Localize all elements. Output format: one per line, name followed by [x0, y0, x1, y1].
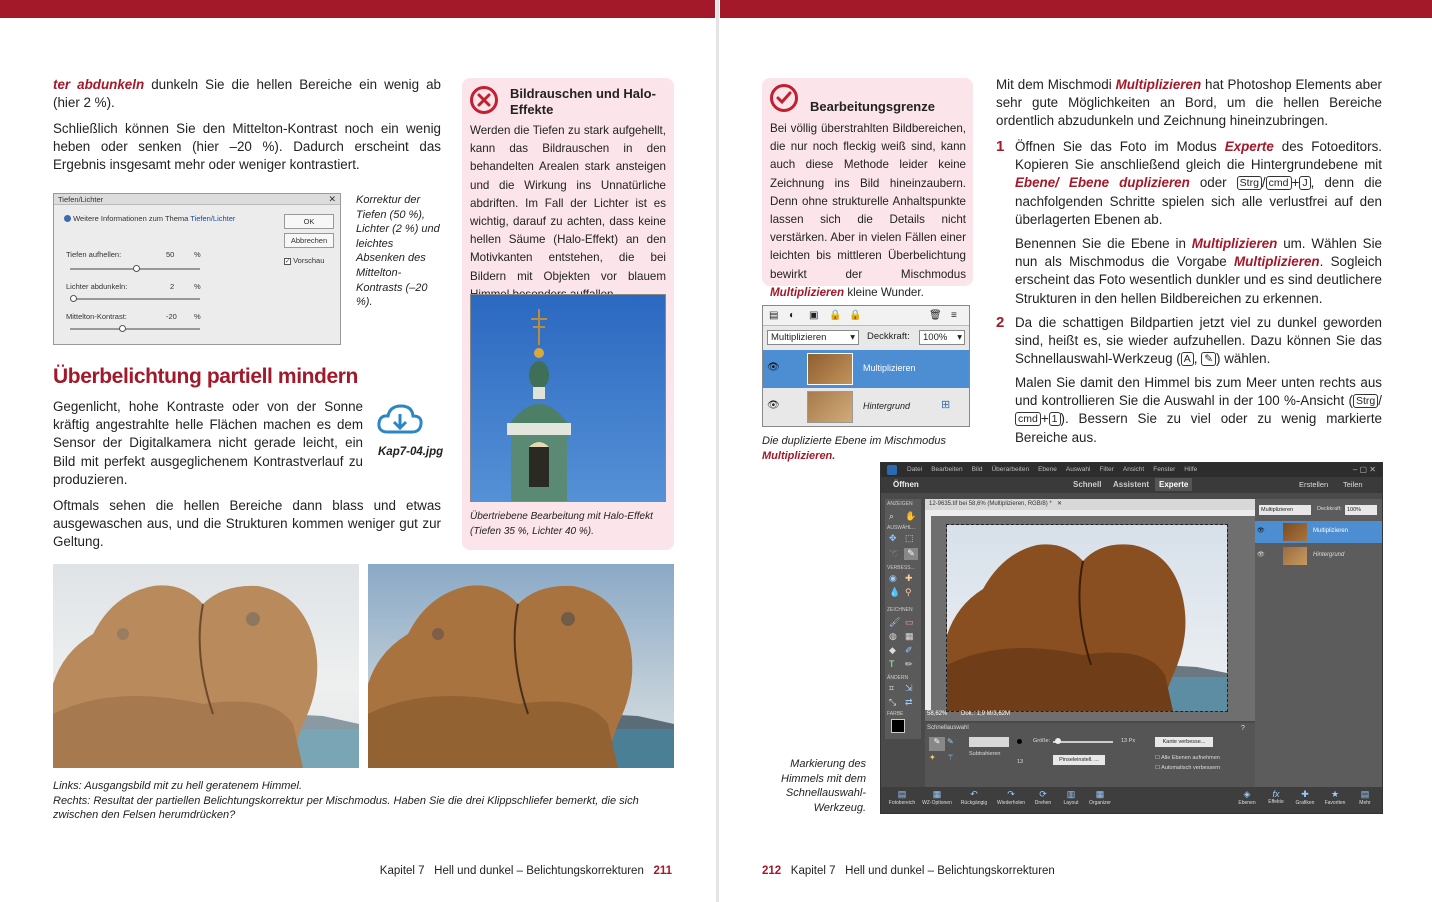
photo-bin-icon: ▤ — [897, 789, 907, 799]
rock-photo-after — [368, 564, 674, 768]
effects-label: Effekte — [1268, 799, 1284, 805]
document-tab[interactable] — [925, 499, 1255, 510]
pse-opacity-input[interactable] — [1345, 505, 1377, 515]
highlights-slider-thumb[interactable] — [70, 295, 77, 302]
hand-tool-icon[interactable]: ✋ — [905, 511, 917, 521]
slider-row — [66, 250, 206, 259]
organizer-label: Organizer — [1089, 800, 1111, 806]
auto-enhance-checkbox[interactable]: ☐ Automatisch verbessern — [1155, 765, 1221, 771]
opacity-input[interactable] — [919, 330, 965, 345]
brush-size-dot — [1017, 739, 1022, 744]
slider-label: Mittelton-Kontrast: — [66, 312, 127, 321]
text-tool-icon[interactable]: T — [889, 659, 895, 669]
undo-icon: ↶ — [970, 789, 978, 799]
step2p2-a: Malen Sie damit den Himmel bis zum Meer unten rechts aus und kontrollieren Sie die Auswahl in der 100 %-Ansicht ( — [1015, 375, 1382, 409]
organizer-button[interactable] — [1085, 789, 1115, 806]
left-footer — [380, 865, 672, 877]
menu-window[interactable]: Fenster — [1153, 466, 1176, 473]
document-area — [925, 499, 1255, 721]
step-number-2: 2 — [996, 314, 1005, 331]
right-footer — [762, 865, 1055, 877]
effects-icon: fx — [1272, 789, 1280, 799]
info-text: Weitere Informationen zum Thema — [73, 214, 189, 223]
layers-panel — [762, 305, 970, 427]
menu-layer[interactable]: Ebene — [1038, 466, 1057, 473]
warning-title: Bildrauschen und Halo-Effekte — [510, 86, 656, 117]
brush-select-icon[interactable]: ✎ — [947, 737, 954, 746]
opacity-label: Deckkraft: — [867, 331, 910, 342]
intro-paragraph-2: Schließlich können Sie den Mittelton-Kontrast noch ein wenig heben oder senken (hier –20 %). Dadurch erscheint das Ergebnis insgesamt mehr oder weniger kontrastiert. — [53, 121, 441, 173]
tool-group-label: ÄNDERN — [887, 675, 909, 681]
footer-chapter: Kapitel 7 — [790, 865, 836, 877]
highlights-slider-track[interactable] — [70, 298, 200, 300]
blur-tool-icon[interactable]: 💧 — [889, 587, 901, 597]
slider-unit: % — [194, 250, 201, 259]
error-icon — [470, 86, 498, 114]
warning-text: Werden die Tiefen zu stark aufgehellt, kann das Bildrauschen in den behandelten Arealen stark ansteigen und die Wirkung ins Unnatürliche abdriften. Im Fall der Lichter ist es wichtig, darauf zu achten, dass keine hellen Säume (Halo-Effekt) an den Motivkanten entstehen, die bei Bildern mit Objekten vor blauem — [470, 124, 666, 283]
checkmark-icon — [770, 84, 798, 112]
blend-mode-select[interactable] — [767, 330, 859, 345]
close-icon[interactable]: ✕ — [328, 194, 336, 204]
graphics-button[interactable] — [1291, 789, 1319, 806]
graphics-label: Grafiken — [1295, 800, 1315, 806]
all-layers-checkbox[interactable]: ☐ Alle Ebenen aufnehmen — [1155, 755, 1220, 761]
brush-tool-icon[interactable]: 🖌 — [889, 617, 901, 627]
brush-size-number: 13 — [1017, 759, 1024, 765]
photo-caption-line-2: Rechts: Resultat der partiellen Belichtungskorrektur per Mischmodus. Haben Sie die drei Klippschliefer bemerkt, die sich zwischen den Felsen herumdrücken? — [53, 794, 639, 822]
eye-icon[interactable]: 👁 — [1257, 528, 1265, 534]
pse-window — [880, 462, 1383, 814]
close-icon[interactable]: ✕ — [1057, 501, 1063, 507]
layer-row-multiply[interactable] — [763, 350, 969, 388]
quick-selection-key-icon: ✎ — [1201, 352, 1216, 366]
clone-stamp-icon[interactable]: ⚲ — [905, 587, 912, 597]
ruler-horizontal — [925, 510, 1255, 516]
layers-caption-highlight: Multiplizieren. — [762, 449, 836, 462]
graphics-icon: ✚ — [1301, 789, 1309, 799]
redo-icon: ↷ — [1007, 789, 1015, 799]
zoom-readout: 58,62% — [927, 711, 948, 717]
cancel-button[interactable]: Abbrechen — [284, 233, 334, 248]
fill-layer-icon[interactable]: ◐ — [789, 310, 796, 321]
tool-group-label: ANZEIGEN — [887, 501, 913, 507]
help-icon — [64, 215, 71, 222]
layers-caption — [762, 434, 962, 463]
move-tool-icon[interactable]: ✥ — [889, 533, 897, 543]
new-layer-icon[interactable]: ▤ — [769, 310, 779, 321]
favorites-label: Favoriten — [1324, 800, 1346, 806]
tip-text-end: kleine Wunder. — [847, 285, 924, 299]
tip-title: Bearbeitungsgrenze — [810, 99, 935, 114]
key-strg: Strg — [1237, 176, 1262, 190]
auto-enhance-label: Automatisch verbessern — [1161, 765, 1221, 771]
slider-unit: % — [194, 282, 201, 291]
selection-mode-buttons[interactable] — [969, 737, 1009, 747]
favorites-icon: ★ — [1330, 789, 1340, 799]
spot-healing-icon[interactable]: ✚ — [905, 573, 913, 583]
undo-button[interactable] — [957, 789, 991, 806]
more-icon: ▤ — [1360, 789, 1370, 799]
eye-tool-icon[interactable]: ◉ — [889, 573, 897, 583]
subtract-label: Subtrahieren — [969, 751, 1001, 757]
slider-value: 50 — [166, 250, 175, 259]
pse-opacity-label: Deckkraft: — [1317, 506, 1342, 512]
ruler-vertical — [925, 516, 931, 710]
smart-brush-icon[interactable]: ✏ — [905, 659, 913, 669]
gradient-tool-icon[interactable]: ▦ — [905, 631, 914, 641]
pse-menu-items — [907, 466, 1197, 473]
shadows-highlights-dialog — [53, 193, 341, 345]
layer-thumbnail — [1283, 523, 1307, 541]
right-intro-highlight: Multiplizieren — [1115, 77, 1202, 92]
key-cmd: cmd — [1015, 412, 1041, 426]
photo-caption-line-1: Links: Ausgangsbild mit zu hell geratenem Himmel. — [53, 780, 303, 792]
right-intro-a: Mit dem Mischmodi — [996, 77, 1116, 92]
size-slider-thumb[interactable] — [1055, 738, 1061, 744]
blend-mode-value: Multiplizieren — [771, 332, 827, 343]
rotate-label: Drehen — [1034, 800, 1052, 806]
menu-view[interactable]: Ansicht — [1122, 466, 1145, 473]
content-move-icon[interactable]: ⇄ — [905, 697, 913, 707]
step1-d: , denn die nachfolgenden Schritte spielen sich alle verlustfrei auf den überlagerten Ebenen ab. — [1015, 175, 1382, 227]
size-label: Größe: — [1033, 738, 1051, 744]
pencil-tool-icon[interactable]: ✐ — [905, 645, 913, 655]
redo-button[interactable] — [993, 789, 1029, 806]
step-2-paragraph-2: Malen Sie damit den Himmel bis zum Meer unten rechts aus und kontrollieren Sie die Auswahl in der 100 %-Ansicht ( Strg / cmd + 1 ). Bessern Sie zu viel oder zu wenig markierte Bereiche aus. — [1015, 375, 1382, 445]
step1p2-c: . Sogleich erscheint das Foto wesentlich dunkler und es sind deutlichere Strukturen in den hellen Bildbereichen zu erkennen. — [1015, 254, 1382, 306]
download-filename: Kap7-04.jpg — [378, 446, 444, 458]
document-tab-title: 12-9635.tif bei 58,6% (Multiplizieren, RGB/8) * — [929, 501, 1052, 507]
menu-help[interactable]: Hilfe — [1184, 466, 1198, 473]
tool-options-bar — [925, 723, 1255, 787]
undo-label: Rückgängig — [960, 800, 988, 806]
photo-bin-label: Fotobereich — [888, 800, 916, 806]
pse-blend-mode-value: Multiplizieren — [1261, 507, 1294, 513]
effects-button[interactable] — [1263, 789, 1289, 805]
slider-unit: % — [194, 312, 201, 321]
pse-modebar — [881, 477, 1382, 493]
cloud-download-icon[interactable] — [376, 402, 424, 438]
dialog-title: Tiefen/Lichter — [58, 195, 104, 204]
tip-text-highlight: Multiplizieren — [770, 285, 845, 299]
intro-highlight: ter abdunkeln — [53, 77, 145, 92]
mode-quick[interactable]: Schnell — [1073, 480, 1102, 489]
slider-value: -20 — [166, 312, 177, 321]
marquee-tool-icon[interactable]: ⬚ — [905, 533, 914, 543]
favorites-button[interactable] — [1321, 789, 1349, 806]
tip-text — [770, 120, 966, 302]
share-button[interactable]: Teilen — [1343, 480, 1363, 489]
paint-bucket-icon[interactable]: ◍ — [889, 631, 897, 641]
midtone-slider-thumb[interactable] — [119, 325, 126, 332]
tip-box — [762, 78, 973, 299]
layers-icon: ◈ — [1243, 789, 1251, 799]
tool-group-label: AUSWÄHL... — [887, 525, 916, 531]
lock-all-icon[interactable]: 🔒 — [849, 310, 862, 321]
open-button[interactable]: Öffnen — [893, 480, 919, 489]
step2-a: Da die schattigen Bildpartien jetzt viel zu dunkel geworden sind, heißt es, sie wieder aufzuhellen. Dazu können Sie das Schnellauswahl-Werkzeug ( — [1015, 315, 1382, 367]
preview-label: Vorschau — [293, 256, 325, 265]
slider-label: Lichter abdunkeln: — [66, 282, 128, 291]
layers-caption-text: Die duplizierte Ebene im Mischmodus — [762, 435, 947, 447]
step1p2-a: Benennen Sie die Ebene in — [1015, 236, 1192, 251]
intro-text: dunkeln Sie die hellen Bereiche ein wenig ab (hier 2 %). — [53, 77, 441, 111]
pse-layer-row-multiply[interactable] — [1255, 521, 1382, 543]
mask-icon[interactable]: ▣ — [809, 310, 819, 321]
pse-blend-mode-select[interactable] — [1259, 505, 1311, 515]
layer-name: Hintergrund — [1313, 552, 1345, 558]
photo-bin-button[interactable] — [887, 789, 917, 806]
eye-icon[interactable]: 👁 — [767, 362, 780, 373]
chevron-down-icon: ▾ — [957, 332, 962, 343]
quick-selection-tool-icon[interactable]: ✎ — [904, 548, 918, 560]
photo-caption — [53, 779, 673, 823]
canvas-image — [947, 525, 1227, 711]
layers-bin-label: Ebenen — [1238, 800, 1256, 806]
eraser-tool-icon[interactable]: ▭ — [905, 617, 914, 627]
rotate-button[interactable] — [1031, 789, 1055, 806]
menu-file[interactable]: Datei — [907, 466, 923, 473]
footer-chapter: Kapitel 7 — [379, 865, 425, 877]
tip-text-main: Bei völlig überstrahlten Bildbereichen, die nur noch fleckig weiß sind, kann auch diese Methode leider keine Zeichnung ins Bild hineinzaubern. Denn ohne strukturelle Anhaltspunkte lassen sich die Details nicht verstärken. Aber in vielen Fällen einer leichten bis mittleren Überbelichtung bewirkt der Mischmodus — [770, 122, 966, 281]
slider-value: 2 — [170, 282, 175, 291]
midtone-slider-track[interactable] — [70, 328, 200, 330]
layers-panel-dock — [1255, 499, 1382, 787]
page-gutter — [716, 0, 719, 902]
menu-edit[interactable]: Bearbeiten — [931, 466, 963, 473]
page-number: 212 — [762, 865, 782, 877]
lock-layer-icon: ⊞ — [941, 399, 951, 411]
tool-options-title: Schnellauswahl — [927, 725, 969, 731]
tool-group-label: VERBESS... — [887, 565, 915, 571]
layer-thumbnail — [807, 353, 853, 385]
right-intro — [996, 76, 1382, 131]
slider-label: Tiefen aufhellen: — [66, 250, 122, 259]
key-1: 1 — [1049, 412, 1061, 426]
panel-menu-icon[interactable]: ≡ — [951, 310, 957, 321]
panel-bin-bar — [881, 787, 1383, 814]
tool-options-label: WZ-Optionen — [922, 800, 952, 806]
checkbox-icon: ✓ — [285, 259, 291, 265]
refine-edge-button[interactable]: Kante verbesse... — [1155, 737, 1213, 747]
menu-image[interactable]: Bild — [971, 466, 983, 473]
step-1-text: Öffnen Sie das Foto im Modus Experte des Fotoeditors. Kopieren Sie anschließend gleich die Hintergrundebene mit Ebene/ Ebene duplizieren oder Strg / cmd + J , denn die nachfolgenden Schritte spielen sich alle verlustfrei auf den überlagerten Ebenen ab. — [1015, 139, 1382, 227]
recompose-tool-icon[interactable]: ⇲ — [905, 683, 913, 693]
pse-opacity-value: 100% — [1347, 507, 1362, 513]
step2p2-b: ). Bessern Sie zu viel oder zu wenig markierte Bereiche aus. — [1015, 411, 1382, 445]
pse-caption: Markierung des Himmels mit dem Schnellauswahl-Werkzeug. — [781, 758, 866, 814]
opacity-value: 100% — [923, 332, 948, 343]
window-controls-icon[interactable]: – ▢ ✕ — [1352, 465, 1376, 474]
key-cmd: cmd — [1266, 176, 1292, 190]
layer-thumbnail — [1283, 547, 1307, 565]
create-button[interactable]: Erstellen — [1299, 480, 1329, 489]
redo-label: Wiederholen — [996, 800, 1026, 806]
eye-icon[interactable]: 👁 — [1257, 552, 1265, 558]
lock-icon[interactable]: 🔒 — [829, 310, 842, 321]
page-number: 211 — [653, 865, 672, 877]
slider-row — [66, 282, 206, 291]
intro-paragraph-1 — [53, 76, 441, 112]
document-info: Dok.: 1,9 M/3,62M — [961, 711, 1011, 717]
step-number-1: 1 — [996, 138, 1005, 155]
church-tower-photo — [470, 294, 666, 502]
pse-layer-row-background[interactable] — [1255, 545, 1382, 567]
step1-c: oder — [1189, 175, 1237, 191]
step1p2-highlight-2: Multiplizieren — [1234, 254, 1320, 270]
right-intro-b: hat Photoshop Elements aber sehr gute Möglichkeiten an Bord, um die hellen Bereiche ordentlich abzudunkeln und Zeichnung hineinzubringen. — [996, 77, 1382, 129]
shape-tool-icon[interactable]: ◆ — [889, 645, 896, 655]
more-label: Mehr — [1359, 800, 1371, 806]
layer-name: Multiplizieren — [1313, 528, 1349, 534]
key-strg: Strg — [1353, 394, 1378, 408]
warning-caption: Übertriebene Bearbeitung mit Halo-Effekt (Tiefen 35 %, Lichter 40 %). — [470, 511, 653, 537]
layout-button[interactable] — [1059, 789, 1083, 806]
quick-select-option-icon[interactable]: ✎ — [929, 737, 945, 751]
layer-row-background[interactable] — [763, 388, 969, 426]
warning-box — [462, 78, 674, 550]
zoom-tool-icon[interactable]: ⌕ — [889, 511, 895, 521]
step-1-paragraph-2 — [1015, 235, 1382, 308]
mode-expert[interactable]: Experte — [1155, 478, 1192, 491]
section-paragraph-2: Oftmals sehen die hellen Bereiche dann blass und etwas ausgewaschen aus, und die Strukturen kommen weniger gut zur Geltung. — [53, 498, 441, 550]
rotate-icon: ⟳ — [1039, 789, 1047, 799]
top-bar-right — [720, 0, 1432, 18]
all-layers-label: Alle Ebenen aufnehmen — [1161, 755, 1220, 761]
rock-photo-before — [53, 564, 359, 768]
slider-row — [66, 312, 206, 321]
size-value: 13 Px — [1121, 738, 1136, 744]
brush-settings-button[interactable]: Pinseleinstell. ... — [1053, 755, 1105, 765]
step1-highlight-1: Experte — [1224, 139, 1274, 154]
preview-checkbox[interactable] — [284, 256, 324, 265]
top-bar-left — [0, 0, 715, 18]
straighten-tool-icon[interactable]: ⤡ — [889, 697, 897, 707]
layer-name: Multiplizieren — [863, 363, 916, 373]
dialog-caption: Korrektur der Tiefen (50 %), Lichter (2 %) und leichtes Absenken des Mittelton-Kontrasts (–20 %). — [356, 194, 440, 309]
tool-options-icon: ▦ — [932, 789, 942, 799]
layer-thumbnail — [807, 391, 853, 423]
dialog-titlebar — [54, 194, 340, 205]
step1-a: Öffnen Sie das Foto im Modus — [1015, 139, 1225, 154]
pse-menubar — [881, 463, 1382, 477]
size-slider-track[interactable] — [1053, 741, 1113, 743]
step1p2-highlight-1: Multiplizieren — [1191, 236, 1278, 251]
step1p2-b: um. Wählen Sie nun als Mischmodus die Vorgabe — [1015, 236, 1383, 270]
key-a: A — [1181, 352, 1194, 366]
help-icon[interactable]: ? — [1241, 725, 1245, 732]
footer-title: Hell und dunkel – Belichtungskorrekturen — [845, 865, 1055, 877]
eye-icon[interactable]: 👁 — [767, 400, 780, 411]
pse-logo-icon — [887, 465, 897, 475]
auto-select-icon[interactable]: ✦ — [929, 753, 936, 762]
layers-toolbar — [763, 306, 969, 326]
crop-tool-icon[interactable]: ⌗ — [889, 683, 895, 693]
chevron-down-icon: ▾ — [850, 332, 855, 343]
layout-label: Layout — [1063, 800, 1079, 806]
tool-group-label: ZEICHNEN — [887, 607, 913, 613]
lasso-tool-icon[interactable]: ➰ — [889, 549, 901, 559]
shadows-slider-thumb[interactable] — [133, 265, 140, 272]
foreground-color-swatch[interactable] — [891, 719, 905, 733]
tool-options-button[interactable] — [919, 789, 955, 806]
menu-select[interactable]: Auswahl — [1065, 466, 1091, 473]
layout-icon: ▥ — [1066, 789, 1076, 799]
ok-button[interactable]: OK — [284, 214, 334, 229]
section-title: Überbelichtung partiell mindern — [53, 365, 358, 388]
section-paragraph-1: Gegenlicht, hohe Kontraste oder von der Sonne kräftig angestrahlte helle Flächen machen es dem Sensor der Digitalkamera nicht gerade leicht, ein Bild mit perfekt ausgeglichenem Kontrastverlauf zu produzieren. — [53, 399, 363, 487]
layers-bin-button[interactable] — [1233, 789, 1261, 806]
footer-title: Hell und dunkel – Belichtungskorrekturen — [434, 865, 644, 877]
key-j: J — [1299, 176, 1310, 190]
layer-name: Hintergrund — [863, 401, 911, 411]
magic-wand-icon[interactable]: ⚚ — [947, 753, 955, 762]
mode-guided[interactable]: Assistent — [1113, 480, 1150, 489]
step1-b: des Fotoeditors. Kopieren Sie anschließend gleich die Hintergrundebene mit — [1015, 139, 1382, 173]
trash-icon[interactable]: 🗑 — [929, 310, 942, 321]
step-2-text: Da die schattigen Bildpartien jetzt viel zu dunkel geworden sind, heißt es, sie wieder aufzuhellen. Dazu können Sie das Schnellauswahl-Werkzeug ( A , ✎ ) wählen. — [1015, 315, 1382, 367]
organizer-icon: ▦ — [1095, 789, 1105, 799]
menu-filter[interactable]: Filter — [1099, 466, 1114, 473]
info-link[interactable]: Tiefen/Lichter — [190, 214, 236, 223]
dialog-info — [64, 214, 235, 223]
tool-group-label: FARBE — [887, 711, 904, 717]
more-button[interactable] — [1353, 789, 1377, 806]
step2-b: ) wählen. — [1216, 351, 1271, 367]
step1-highlight-2: Ebene/ Ebene duplizieren — [1015, 175, 1190, 191]
menu-enhance[interactable]: Überarbeiten — [991, 466, 1030, 473]
toolbox — [885, 499, 921, 739]
